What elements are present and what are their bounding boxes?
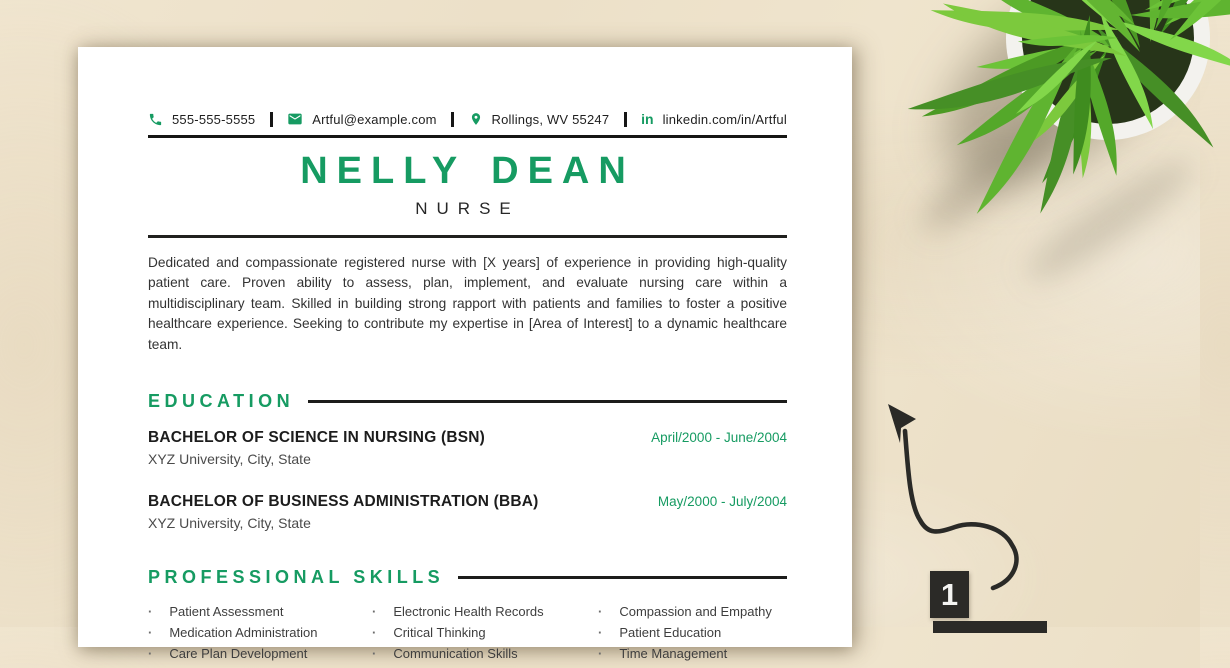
- linkedin-icon: in: [641, 111, 654, 127]
- skills-section-heading: [148, 567, 787, 588]
- section-title: PROFESSIONAL SKILLS: [148, 567, 445, 588]
- contact-linkedin[interactable]: [641, 111, 787, 127]
- location-pin-icon: [469, 111, 483, 127]
- resume-page[interactable]: [78, 47, 852, 662]
- email-icon: [287, 111, 303, 127]
- summary-paragraph: Dedicated and compassionate registered nurse with [X years] of experience in providing high-quality patient care. Proven ability to assess, plan, implement, and evaluate nursing care within a multidisciplinary team. Skilled in building strong rapport with patients and families to foster a positive healthcare experience. Seeking to contribute my expertise in [Area of Interest] to a dynamic healthcare team.: [148, 255, 787, 352]
- contact-phone: [148, 112, 255, 127]
- bullet-dot: ·: [598, 625, 603, 641]
- skill-item: · Care Plan Development: [148, 646, 308, 662]
- school-name: XYZ University, City, State: [148, 515, 311, 532]
- contact-location: [469, 111, 610, 127]
- skill-item: · Medication Administration: [148, 625, 318, 641]
- skill-item: · Patient Education: [598, 625, 722, 641]
- phone-text: 555-555-5555: [172, 111, 256, 127]
- bullet-dot: ·: [372, 646, 377, 662]
- title-divider: [148, 235, 787, 238]
- heading-rule: [308, 400, 787, 403]
- skill-item: · Patient Assessment: [148, 604, 284, 620]
- bullet-dot: ·: [598, 604, 603, 620]
- education-section-heading: [148, 391, 787, 412]
- bullet-dot: ·: [148, 625, 153, 641]
- phone-icon: [148, 112, 163, 127]
- degree-title: BACHELOR OF SCIENCE IN NURSING (BSN): [148, 429, 486, 447]
- skills-column-1: [148, 605, 372, 668]
- skills-column-3: [598, 605, 787, 668]
- separator: [451, 112, 454, 127]
- degree-dates: April/2000 - June/2004: [651, 430, 787, 446]
- bullet-dot: ·: [148, 646, 153, 662]
- skill-item: · Compassion and Empathy: [598, 604, 772, 620]
- next-page-thumbnail-edge: [933, 621, 1047, 633]
- skills-column-2: [372, 605, 598, 668]
- contact-row: [148, 111, 787, 127]
- skill-item: · Critical Thinking: [372, 625, 486, 641]
- skill-item: · Electronic Health Records: [372, 604, 544, 620]
- header-divider: [148, 135, 787, 138]
- bullet-dot: ·: [372, 604, 377, 620]
- skills-grid: [148, 605, 787, 668]
- separator: [624, 112, 627, 127]
- degree-title: BACHELOR OF BUSINESS ADMINISTRATION (BBA): [148, 493, 539, 511]
- email-text: Artful@example.com: [312, 111, 437, 127]
- heading-rule: [458, 576, 787, 579]
- page-number-badge[interactable]: 1: [930, 571, 969, 618]
- school-name: XYZ University, City, State: [148, 451, 311, 468]
- separator: [270, 112, 273, 127]
- section-title: EDUCATION: [148, 391, 295, 412]
- location-text: Rollings, WV 55247: [491, 111, 610, 127]
- bullet-dot: ·: [148, 604, 153, 620]
- contact-email[interactable]: [287, 111, 436, 127]
- skill-item: · Time Management: [598, 646, 728, 662]
- bullet-dot: ·: [372, 625, 377, 641]
- grass-blades: [905, 0, 1230, 218]
- job-title: NURSE: [415, 199, 520, 218]
- degree-dates: May/2000 - July/2004: [657, 494, 787, 510]
- education-entry: [148, 429, 787, 467]
- skill-item: · Communication Skills: [372, 646, 518, 662]
- candidate-name: NELLY DEAN: [300, 150, 635, 192]
- potted-plant-icon: [930, 0, 1230, 240]
- linkedin-text: linkedin.com/in/Artful: [662, 111, 787, 127]
- bullet-dot: ·: [598, 646, 603, 662]
- education-entry: [148, 493, 787, 531]
